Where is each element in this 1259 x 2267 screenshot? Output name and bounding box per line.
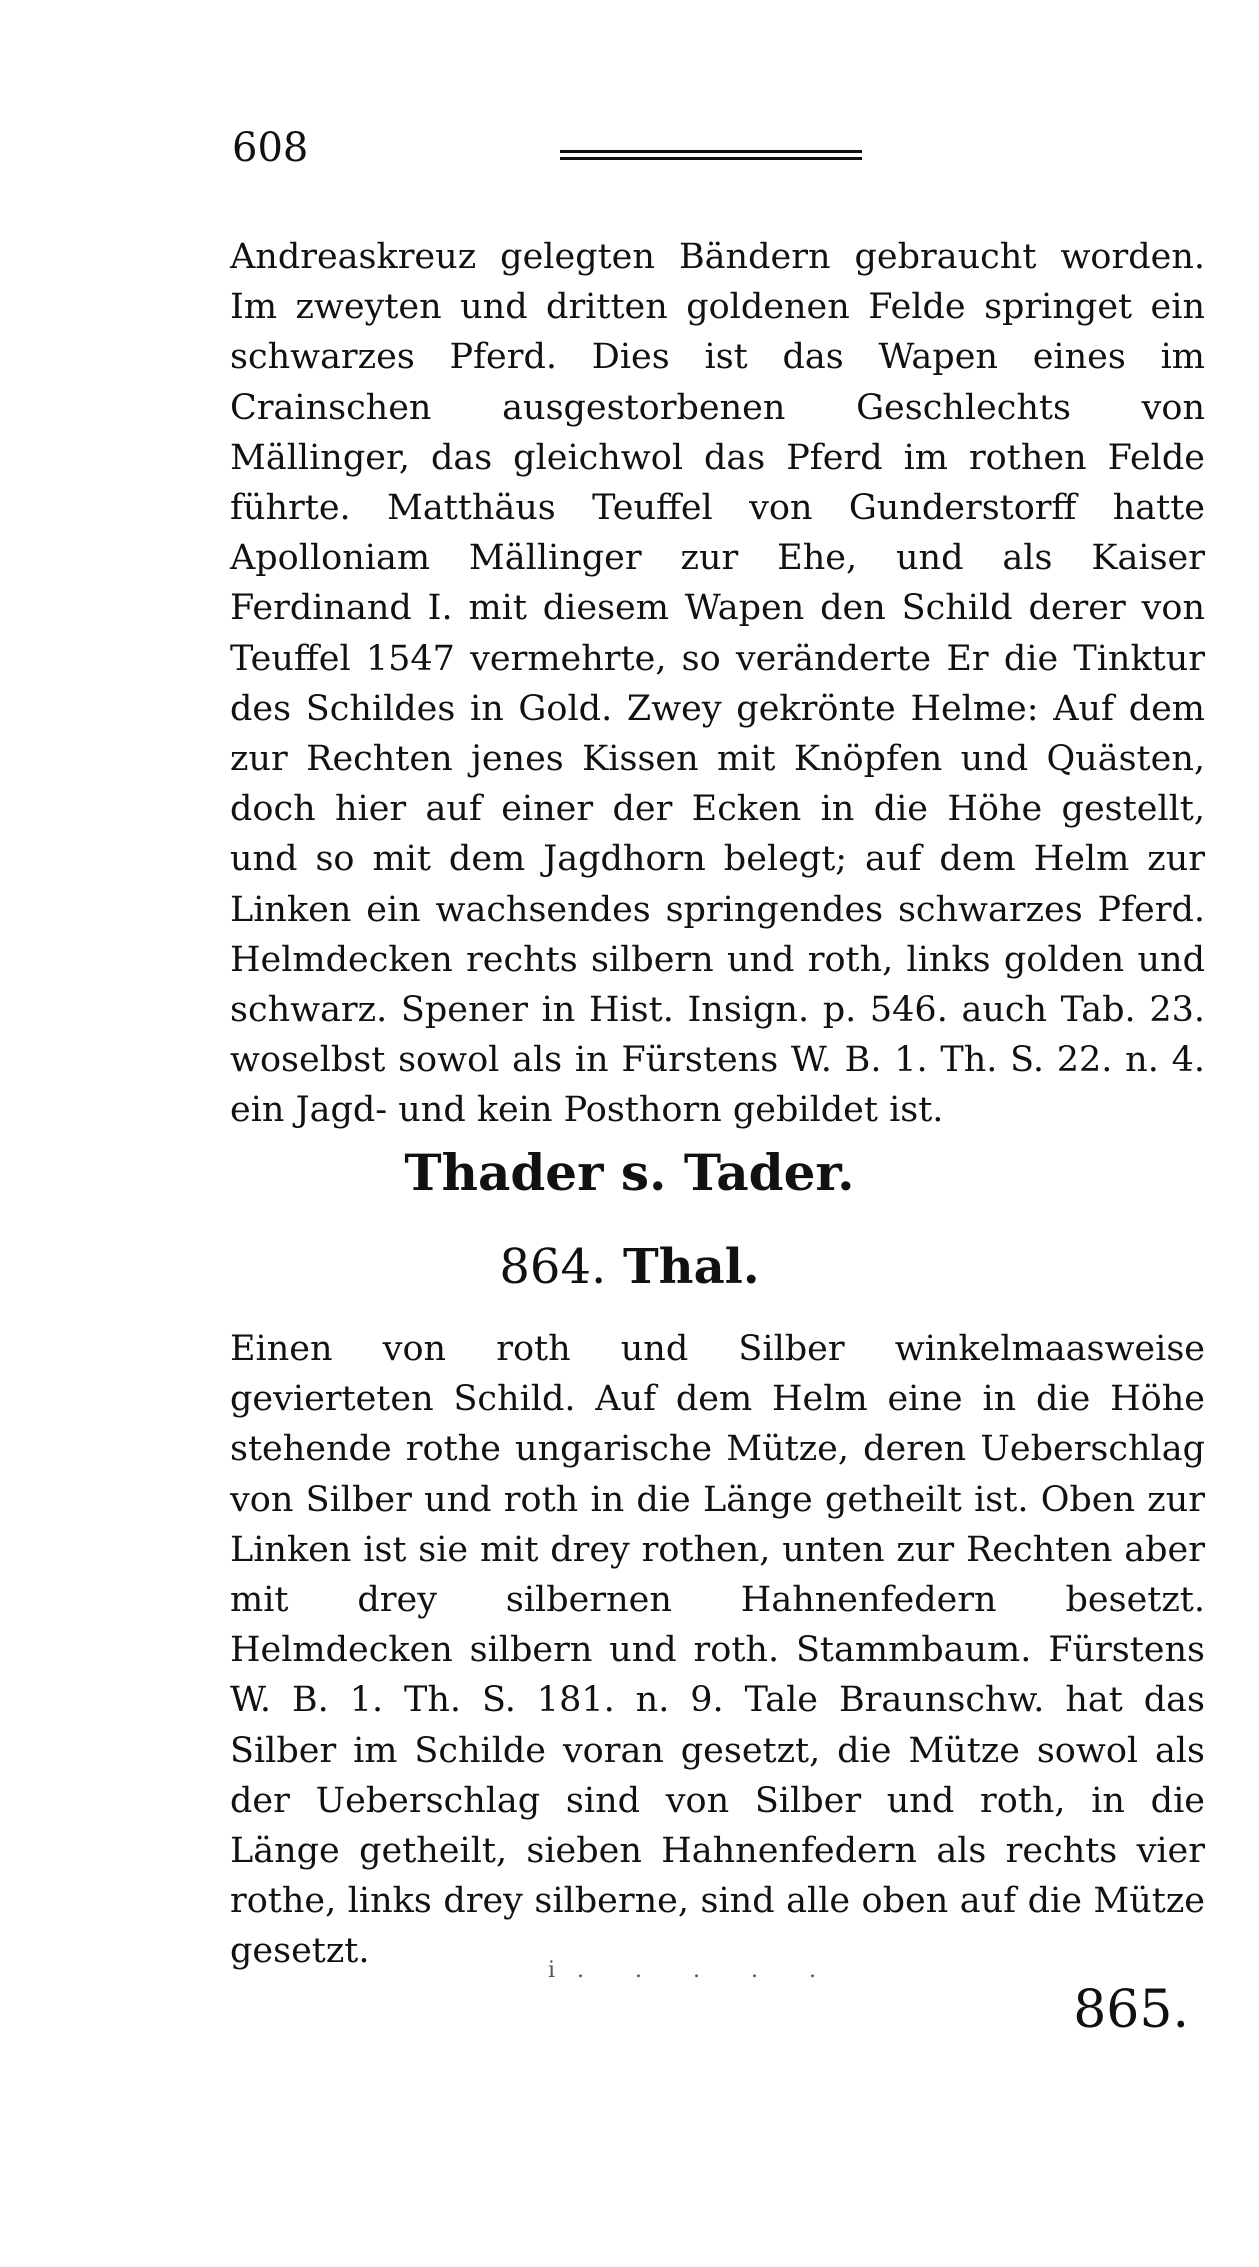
header-rule-line-bottom bbox=[560, 157, 862, 160]
cross-reference-heading: Thader s. Tader. bbox=[404, 1143, 855, 1202]
catchword: 865. bbox=[1073, 1980, 1189, 2040]
paragraph-continuation: Andreaskreuz gelegten Bändern gebraucht worden. Im zweyten und dritten goldenen Felde springet ein schwarzes Pferd. Dies ist das Wapen eines im Crainschen ausgestorbenen Geschlechts von Mällinger, das gleichwol das Pferd im rothen Felde führte. Matthäus Teuffel von Gunderstorff hatte Apolloniam Mällinger zur Ehe, und als Kaiser Ferdinand I. mit diesem Wapen den Schild derer von Teuffel 1547 vermehrte, so veränderte Er die Tinktur des Schildes in Gold. Zwey gekrönte Helme: Auf dem zur Rechten jenes Kissen mit Knöpfen und Quästen, doch hier auf einer der Ecken in die Höhe gestellt, und so mit dem Jagdhorn belegt; auf dem Helm zur Linken ein wachsendes springendes schwarzes Pferd. Helmdecken rechts silbern und roth, links golden und schwarz. Spener in Hist. Insign. p. 546. auch Tab. 23. woselbst sowol als in Fürstens W. B. 1. Th. S. 22. n. 4. ein Jagd- und kein Posthorn gebildet ist. bbox=[230, 237, 1205, 1131]
header-rule bbox=[560, 150, 862, 164]
page-number: 608 bbox=[232, 125, 309, 171]
header-rule-line-top bbox=[560, 150, 862, 153]
entry-title: Thal. bbox=[622, 1239, 760, 1295]
entry-paragraph: Einen von roth und Silber winkelmaasweise gevierteten Schild. Auf dem Helm eine in die Höhe stehende rothe ungarische Mütze, deren Ueberschlag von Silber und roth in die Länge getheilt ist. Oben zur Linken ist sie mit drey rothen, unten zur Rechten aber mit drey silbernen Hahnenfedern besetzt. Helmdecken silbern und roth. Stammbaum. Fürstens W. B. 1. Th. S. 181. n. 9. Tale Braunschw. hat das Silber im Schilde voran gesetzt, die Mütze sowol als der Ueberschlag sind von Silber und roth, in die Länge getheilt, sieben Hahnenfedern als rechts vier rothe, links drey silberne, sind alle oben auf die Mütze gesetzt. bbox=[230, 1329, 1205, 1972]
entry-heading bbox=[0, 1239, 1259, 1295]
stray-ink-marks: i. . . . . bbox=[548, 1958, 838, 1983]
entry-number: 864. bbox=[499, 1239, 607, 1295]
